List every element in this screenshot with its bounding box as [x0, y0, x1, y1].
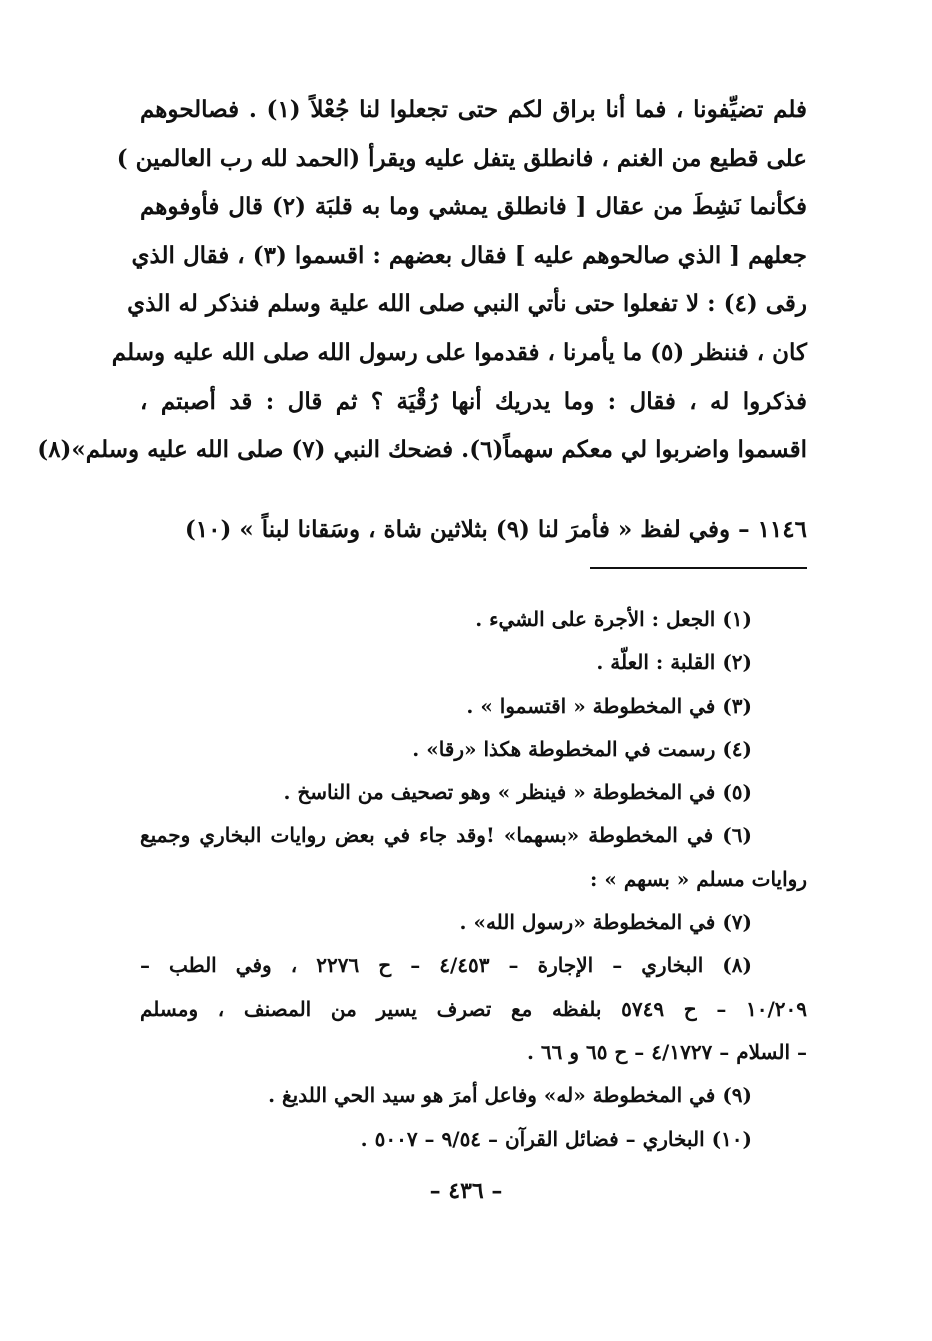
footnote: (٢) القلبة : العلّة .	[596, 650, 752, 675]
footnote: (٦) في المخطوطة «بسهما» !وقد جاء في بعض روايات البخاري وجميع	[140, 823, 752, 848]
text-line: على قطيع من الغنم ، فانطلق يتفل عليه ويقرأ (الحمد لله رب العالمين )	[116, 144, 807, 172]
footnote: (٤) رسمت في المخطوطة هكذا «رقا» .	[412, 736, 752, 761]
footnote-continuation: – السلام – ٤/١٧٢٧ – ح ٦٥ و ٦٦ .	[526, 1039, 807, 1064]
text-line: فذكروا له ، فقال : وما يدريك أنها رُقْيَة ؟ ثم قال : قد أصبتم ،	[140, 387, 807, 415]
footnote: (٨) البخاري – الإجارة – ٤/٤٥٣ – ح ٢٢٧٦ ، وفي الطب –	[140, 953, 752, 978]
footnotes	[140, 598, 807, 1161]
footnote: (١٠) البخاري – فضائل القرآن – ٩/٥٤ – ٥٠٠٧ .	[360, 1126, 752, 1151]
footnote: (٣) في المخطوطة « اقتسموا » .	[466, 693, 752, 718]
page-number: – ٤٣٦ –	[429, 1178, 503, 1204]
footnote-continuation: روايات مسلم « بسهم » :	[590, 866, 807, 891]
footnote: (١) الجعل : الأجرة على الشيء .	[475, 607, 752, 631]
footnote: (٧) في المخطوطة «رسول الله» .	[459, 910, 752, 935]
text-line: اقسموا واضربوا لي معكم سهماً(٦). فضحك النبي (٧) صلى الله عليه وسلم»(٨)	[37, 436, 807, 464]
hadith-1146: ١١٤٦ – وفي لفظ « فأمرَ لنا (٩) بثلاثين شاة ، وسَقانا لبناً » (١٠)	[184, 516, 807, 543]
text-line: فلم تضيِّفونا ، فما أنا براق لكم حتى تجعلوا لنا جُعْلاً (١) . فصالحوهم	[140, 96, 808, 123]
main-text	[37, 86, 808, 475]
text-line: جعلهم [ الذي صالحوهم عليه ] فقال بعضهم : اقسموا (٣) ، فقال الذي	[131, 241, 807, 269]
text-line: رقى (٤) : لا تفعلوا حتى نأتي النبي صلى الله علية وسلم فنذكر له الذي	[127, 290, 807, 318]
footnote-separator	[590, 567, 807, 569]
footnote: (٥) في المخطوطة « فينظر » وهو تصحيف من الناسخ .	[283, 780, 752, 805]
footnote-continuation: ١٠/٢٠٩ – ح ٥٧٤٩ بلفظه مع تصرف يسير من المصنف ، ومسلم	[140, 996, 807, 1021]
text-line: كان ، فننظر (٥) ما يأمرنا ، فقدموا على رسول الله صلى الله عليه وسلم	[111, 338, 807, 366]
text-line: فكأنما نَشِطَ من عقال [ فانطلق يمشي وما به قلبَة (٢) قال فأوفوهم	[140, 193, 807, 221]
footnote: (٩) في المخطوطة «له» وفاعل أمرَ هو سيد الحي اللديغ .	[268, 1083, 752, 1108]
